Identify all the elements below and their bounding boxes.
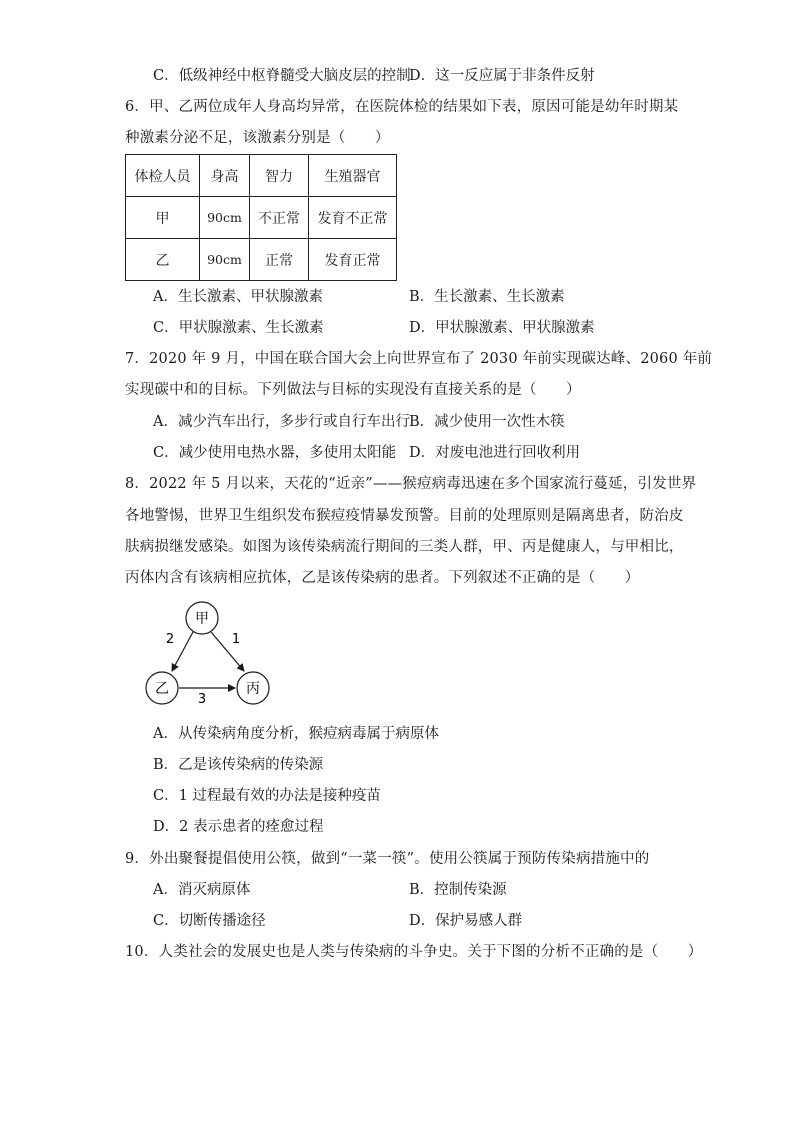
q8-option-a: A．从传染病角度分析，猴痘病毒属于病原体 <box>153 726 439 742</box>
q7-stem-line2: 实现碳中和的目标。下列做法与目标的实现没有直接关系的是（ ） <box>125 382 581 398</box>
q8-option-d: D．2 表示患者的痊愈过程 <box>153 819 324 835</box>
q8-stem-line3: 肤病损继发感染。如图为该传染病流行期间的三类人群，甲、丙是健康人，与甲相比， <box>125 539 684 555</box>
q7-option-a: A．减少汽车出行，多步行或自行车出行 <box>153 414 410 430</box>
q6-stem-line1: 6．甲、乙两位成年人身高均异常，在医院体检的结果如下表，原因可能是幼年时期某 <box>125 99 679 115</box>
q8-option-b: B．乙是该传染病的传染源 <box>153 757 324 773</box>
edge-3-label: 3 <box>197 692 207 707</box>
table-header-cell: 智力 <box>250 155 309 197</box>
q7-option-c: C．减少使用电热水器，多使用太阳能 <box>153 445 397 461</box>
node-top-label: 甲 <box>195 611 209 627</box>
q9-option-d: D．保护易感人群 <box>409 913 523 929</box>
q5-option-c: C．低级神经中枢脊髓受大脑皮层的控制 <box>153 68 411 84</box>
q8-stem-line2: 各地警惕，世界卫生组织发布猴痘疫情暴发预警。目前的处理原则是隔离患者，防治皮 <box>125 508 684 524</box>
q8-stem-line1: 8．2022 年 5 月以来，天花的“近亲”——猴痘病毒迅速在多个国家流行蔓延，引发世界 <box>125 476 697 492</box>
q6-stem-line2: 种激素分泌不足，该激素分别是（ ） <box>125 130 390 146</box>
q9-option-c: C．切断传播途径 <box>153 913 266 929</box>
q10-stem-line1: 10．人类社会的发展史也是人类与传染病的斗争史。关于下图的分析不正确的是（ ） <box>125 944 703 960</box>
table-cell: 90cm <box>200 239 250 281</box>
edge-1-label: 1 <box>231 632 241 647</box>
q9-option-b: B．控制传染源 <box>409 882 507 898</box>
table-header-cell: 体检人员 <box>126 155 200 197</box>
table-cell: 发育正常 <box>309 239 397 281</box>
q9-option-a: A．消灭病原体 <box>153 882 251 898</box>
table-cell: 不正常 <box>250 197 309 239</box>
q8-stem-line4: 丙体内含有该病相应抗体，乙是该传染病的患者。下列叙述不正确的是（ ） <box>125 570 640 586</box>
q6-option-c: C．甲状腺激素、生长激素 <box>153 320 324 336</box>
table-row <box>126 239 397 281</box>
q9-stem-line1: 9．外出聚餐提倡使用公筷，做到“一菜一筷”。使用公筷属于预防传染病措施中的 <box>125 851 650 867</box>
edge-2-arrow <box>172 632 193 671</box>
edge-2-label: 2 <box>165 632 175 647</box>
table-header-row <box>126 155 397 197</box>
q5-option-d: D．这一反应属于非条件反射 <box>409 68 595 84</box>
q7-stem-line1: 7．2020 年 9 月，中国在联合国大会上向世界宣布了 2030 年前实现碳达峰、2060 年前 <box>125 351 713 367</box>
q6-option-d: D．甲状腺激素、甲状腺激素 <box>409 320 595 336</box>
table-row <box>126 197 397 239</box>
table-cell: 乙 <box>126 239 200 281</box>
table-cell: 发育不正常 <box>309 197 397 239</box>
q8-option-c: C．1 过程最有效的办法是接种疫苗 <box>153 788 381 804</box>
node-left-label: 乙 <box>155 681 169 697</box>
physical-exam-table <box>125 154 397 281</box>
table-header-cell: 生殖器官 <box>309 155 397 197</box>
table-cell: 甲 <box>126 197 200 239</box>
q6-option-b: B．生长激素、生长激素 <box>409 289 565 305</box>
table-cell: 正常 <box>250 239 309 281</box>
table-header-cell: 身高 <box>200 155 250 197</box>
transmission-diagram <box>140 598 280 710</box>
table-cell: 90cm <box>200 197 250 239</box>
q7-option-b: B．减少使用一次性木筷 <box>409 414 565 430</box>
q7-option-d: D．对废电池进行回收利用 <box>409 445 581 461</box>
q6-option-a: A．生长激素、甲状腺激素 <box>153 289 323 305</box>
node-right-label: 丙 <box>246 681 260 697</box>
